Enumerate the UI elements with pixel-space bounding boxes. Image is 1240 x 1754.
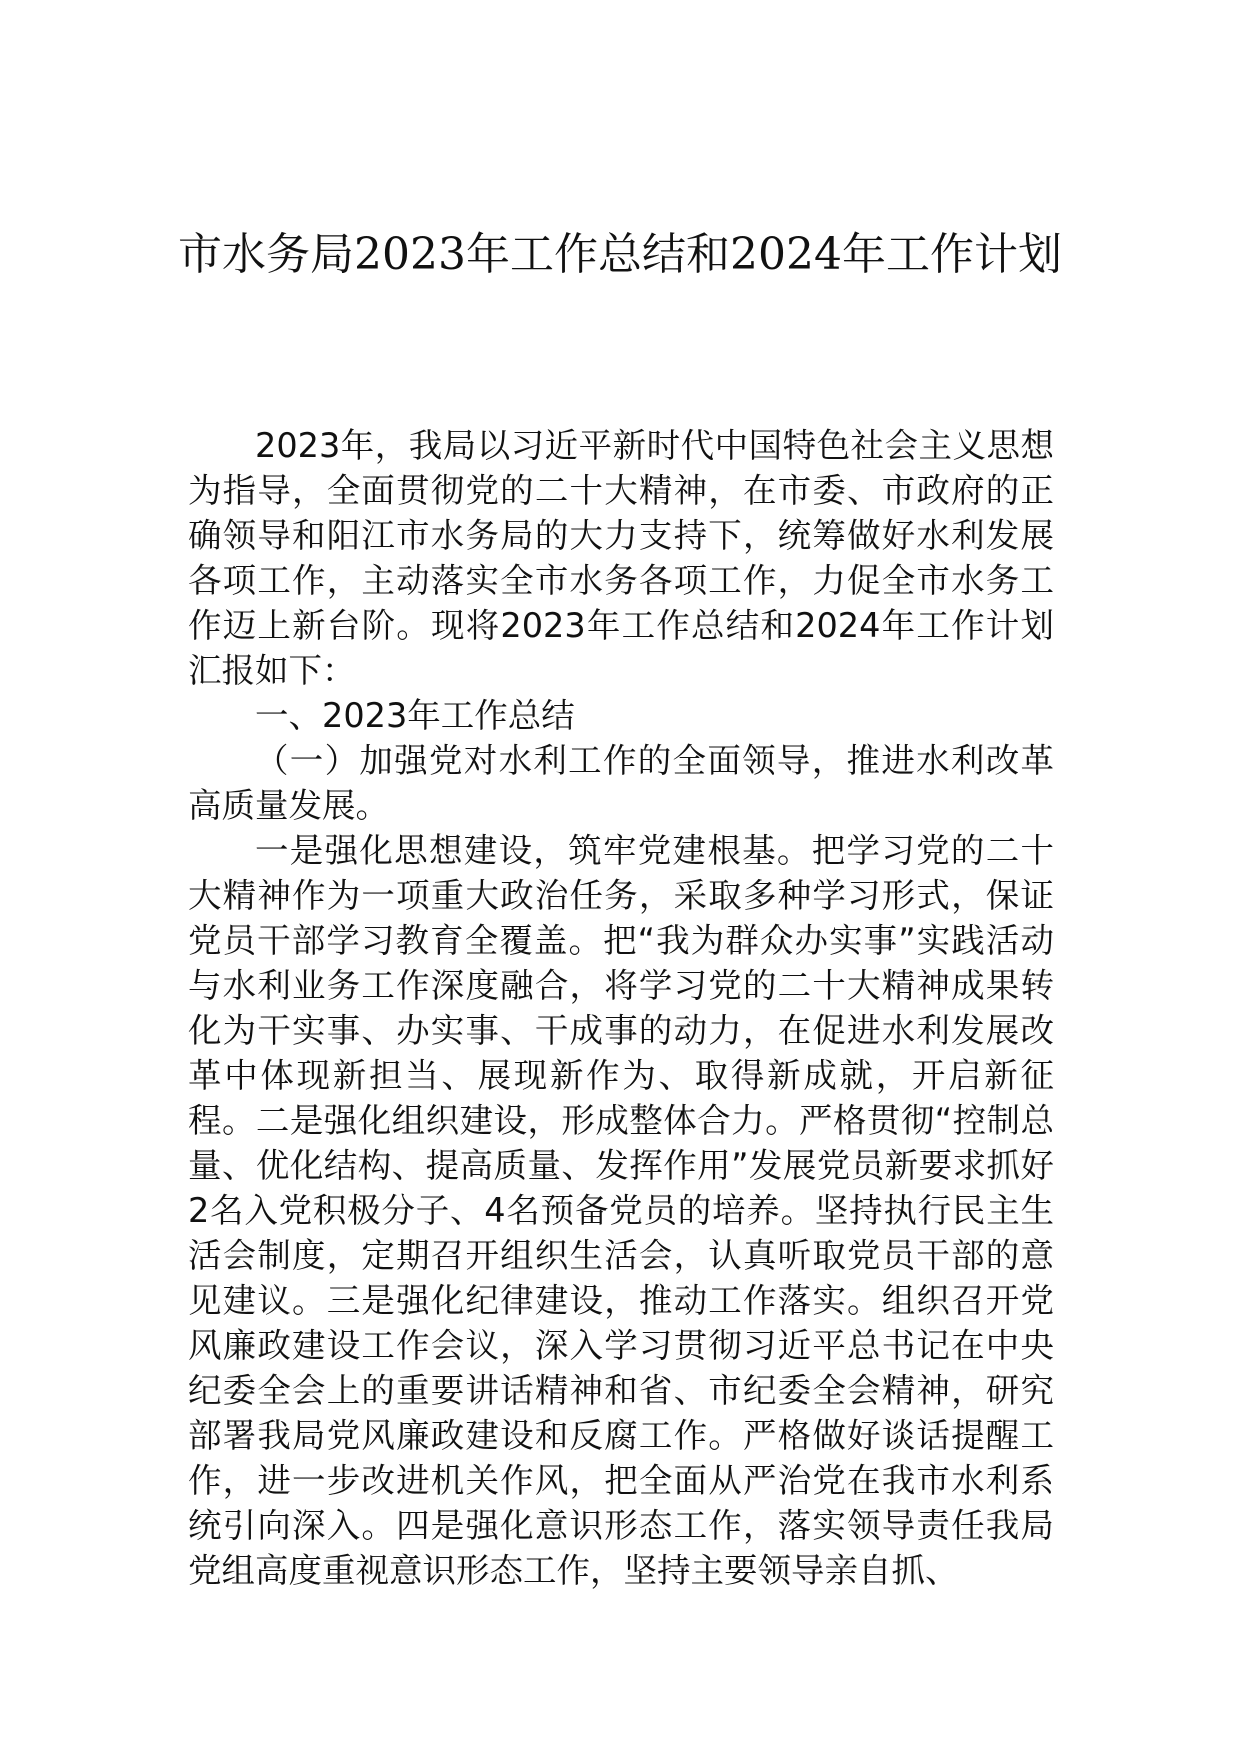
document-title: 市水务局2023年工作总结和2024年工作计划 xyxy=(178,229,1062,280)
paragraph-party-building: 一是强化思想建设，筑牢党建根基。把学习党的二十大精神作为一项重大政治任务，采取多种学习形式，保证党员干部学习教育全覆盖。把“我为群众办实事”实践活动与水利业务工作深度融合，将学习党的二十大精神成果转化为干实事、办实事、干成事的动力，在促进水利发展改革中体现新担当、展现新作为、取得新成就，开启新征程。二是强化组织建设，形成整体合力。严格贯彻“控制总量、优化结构、提高质量、发挥作用”发展党员新要求抓好2名入党积极分子、4名预备党员的培养。坚持执行民主生活会制度，定期召开组织生活会，认真听取党员干部的意见建议。三是强化纪律建设，推动工作落实。组织召开党风廉政建设工作会议，深入学习贯彻习近平总书记在中央纪委全会上的重要讲话精神和省、市纪委全会精神，研究部署我局党风廉政建设和反腐工作。严格做好谈话提醒工作，进一步改进机关作风，把全面从严治党在我市水利系统引向深入。四是强化意识形态工作，落实领导责任我局党组高度重视意识形态工作，坚持主要领导亲自抓、 xyxy=(188,831,1054,1590)
paragraph-intro: 2023年，我局以习近平新时代中国特色社会主义思想为指导，全面贯彻党的二十大精神，在市委、市政府的正确领导和阳江市水务局的大力支持下，统筹做好水利发展各项工作，主动落实全市水务各项工作，力促全市水务工作迈上新台阶。现将2023年工作总结和2024年工作计划汇报如下： xyxy=(188,426,1054,690)
document-body xyxy=(188,423,1054,1593)
section-heading-1: 一、2023年工作总结 xyxy=(255,696,575,735)
subsection-heading-1: （一）加强党对水利工作的全面领导，推进水利改革高质量发展。 xyxy=(188,741,1054,825)
